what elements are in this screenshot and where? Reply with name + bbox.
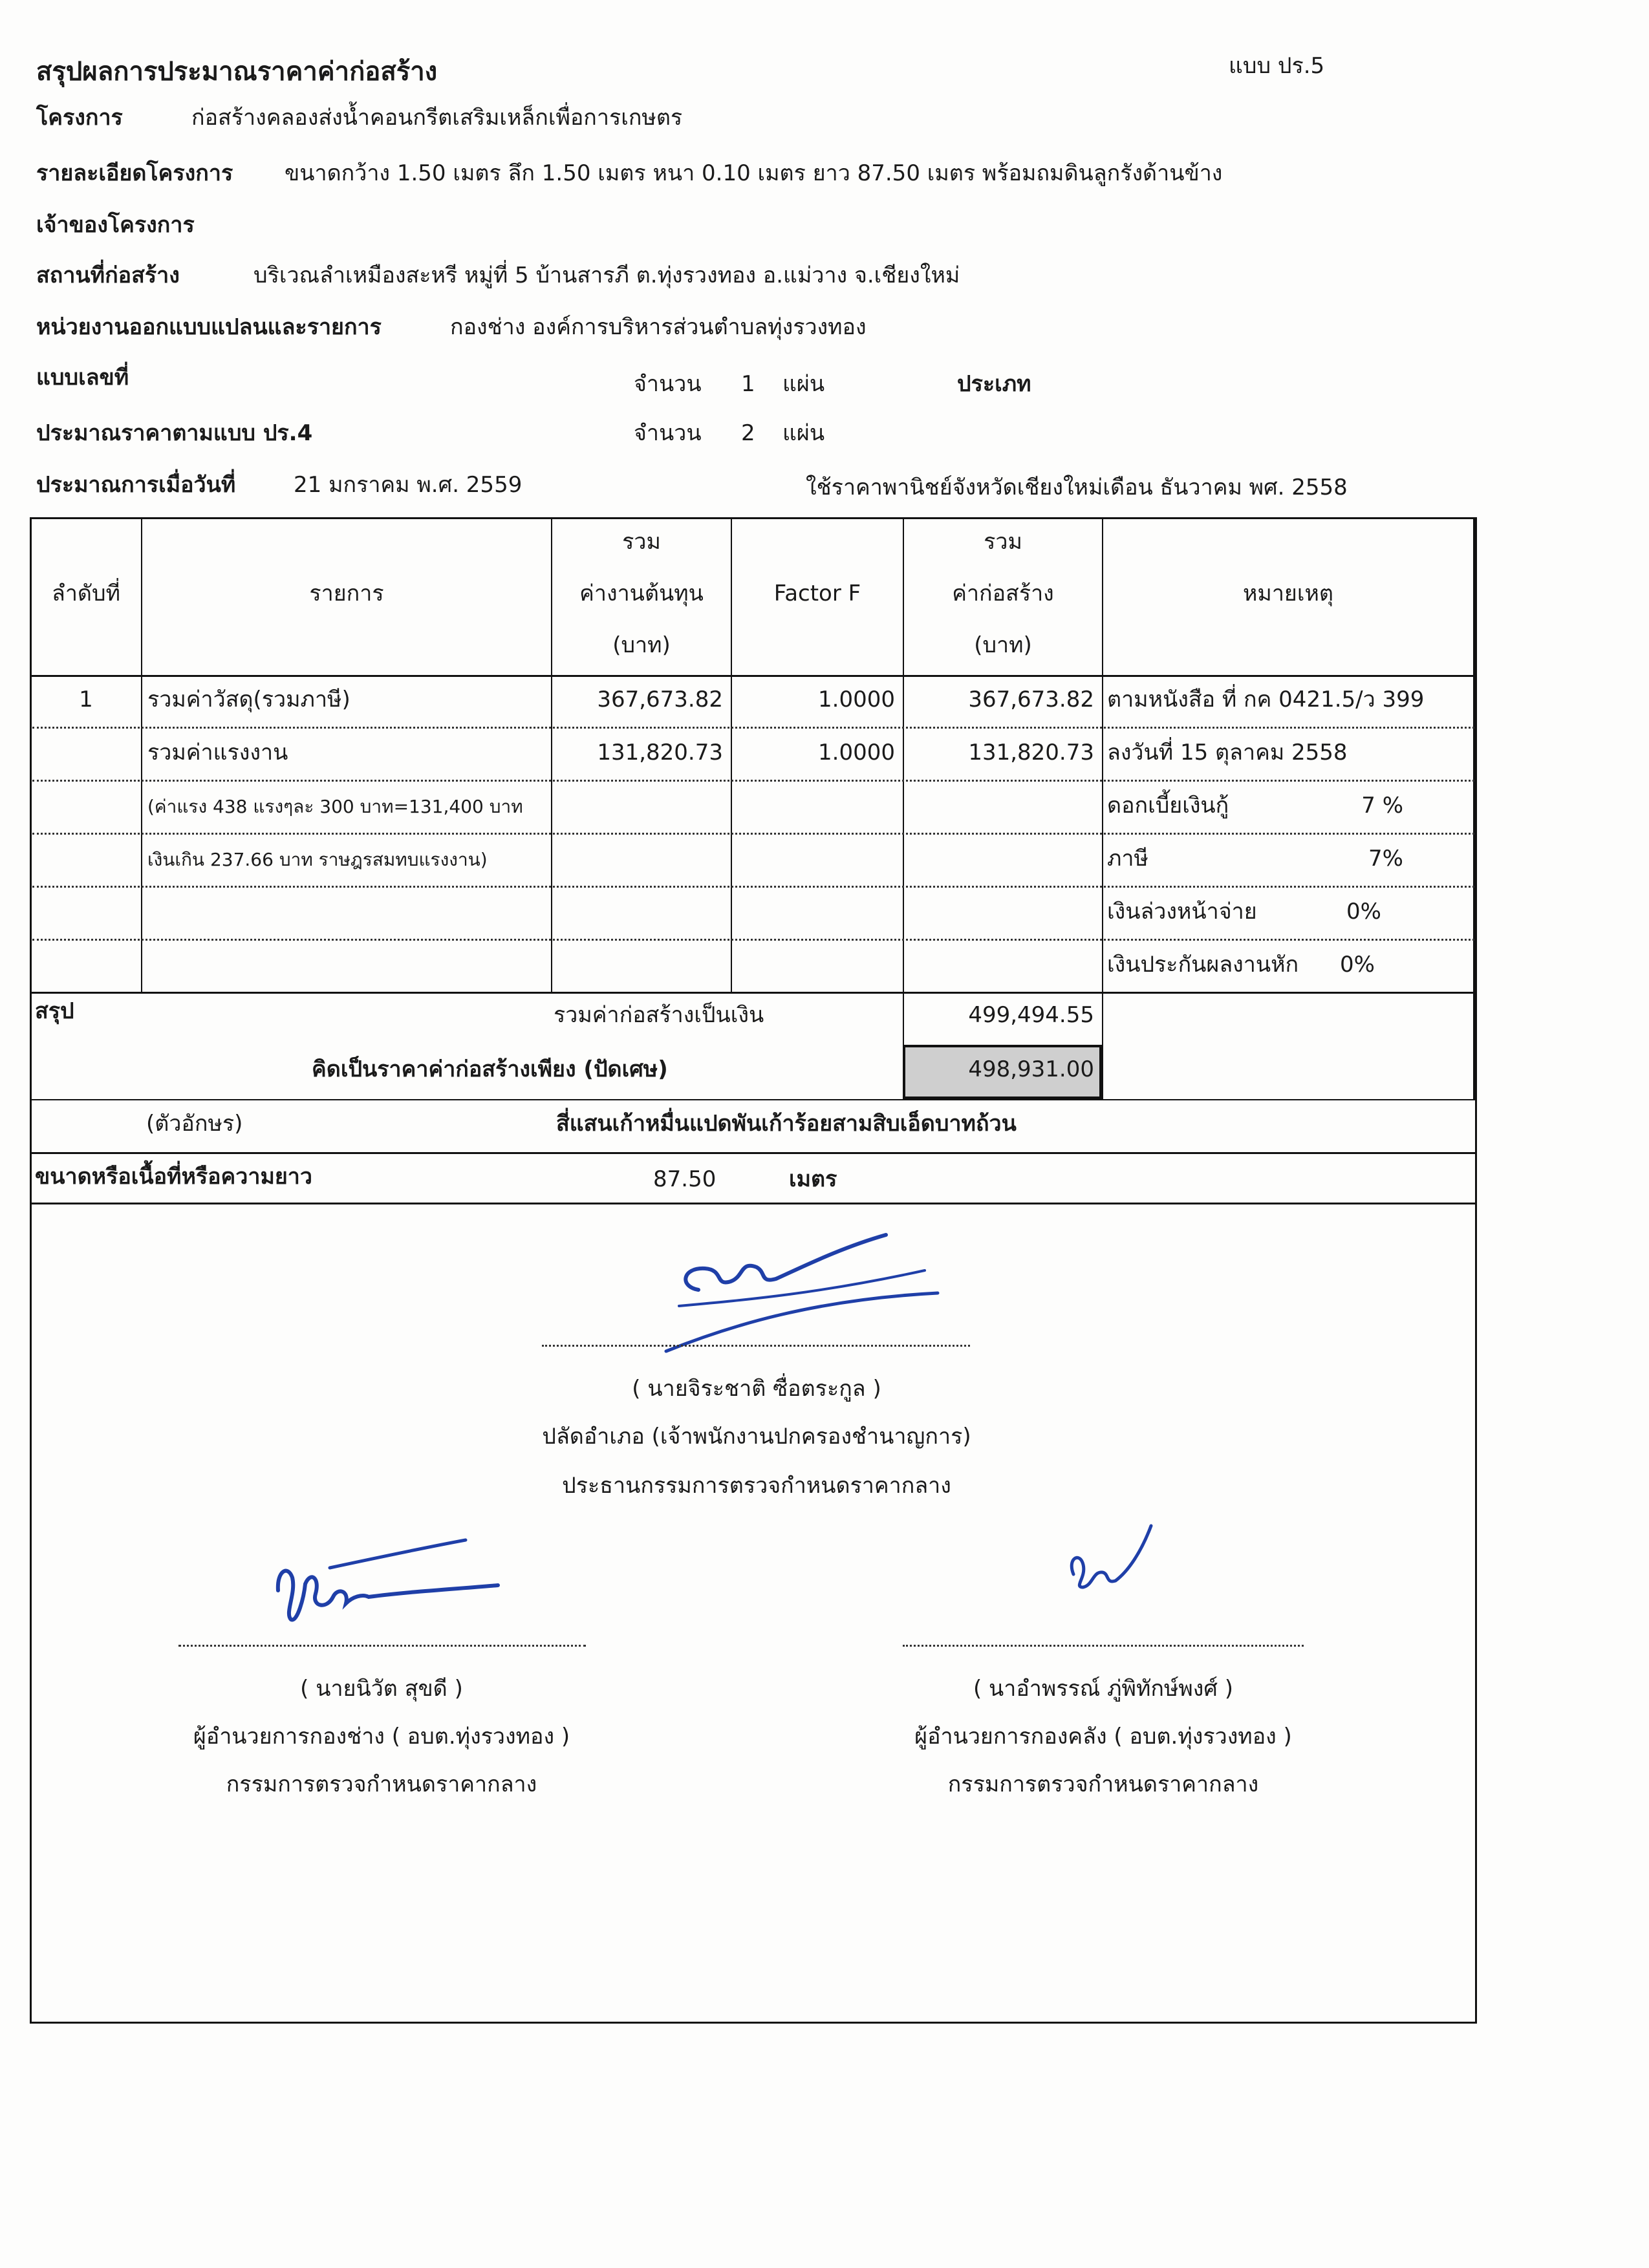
row2-cost: 131,820.73 xyxy=(597,740,723,765)
row1-cost: 367,673.82 xyxy=(597,687,723,712)
row1-remark: ตามหนังสือ ที่ กค 0421.5/ว 399 xyxy=(1107,687,1425,712)
designer-label: หน่วยงานออกแบบแปลนและรายการ xyxy=(36,314,382,340)
size-value: 87.50 xyxy=(653,1166,717,1192)
row1-no: 1 xyxy=(79,687,93,712)
left-signer-role: กรรมการตรวจกำหนดราคากลาง xyxy=(226,1771,537,1797)
size-unit: เมตร xyxy=(789,1166,837,1192)
designer-value: กองช่าง องค์การบริหารส่วนตำบลทุ่งรวงทอง xyxy=(450,314,867,340)
col-header-total-l2: ค่าก่อสร้าง xyxy=(952,581,1054,606)
rounded-total-value: 498,931.00 xyxy=(968,1056,1094,1082)
col-header-total-l1: รวม xyxy=(984,529,1022,555)
right-signature xyxy=(1054,1513,1158,1603)
right-signer-name: ( นาอำพรรณ์ ภู่พิทักษ์พงศ์ ) xyxy=(973,1676,1234,1702)
left-signer-position: ผู้อำนวยการกองช่าง ( อบต.ทุ่งรวงทอง ) xyxy=(193,1724,570,1749)
row4-item: เงินเกิน 237.66 บาท ราษฎรสมทบแรงงาน) xyxy=(147,849,488,870)
date-value: 21 มกราคม พ.ศ. 2559 xyxy=(294,472,523,498)
col-header-factor: Factor F xyxy=(773,581,861,606)
col-header-cost-l1: รวม xyxy=(622,529,661,555)
right-signer-role: กรรมการตรวจกำหนดราคากลาง xyxy=(947,1771,1259,1797)
col-header-cost-l3: (บาท) xyxy=(612,632,671,658)
plan-unit: แผ่น xyxy=(782,371,825,397)
left-signature xyxy=(265,1532,511,1636)
rounded-total-label: คิดเป็นราคาค่าก่อสร้างเพียง (ปัดเศษ) xyxy=(312,1056,668,1082)
col-header-cost-l2: ค่างานต้นทุน xyxy=(579,581,704,606)
row1-item: รวมค่าวัสดุ(รวมภาษี) xyxy=(147,687,350,712)
col-header-item: รายการ xyxy=(309,581,384,606)
summary-label: สรุป xyxy=(35,998,74,1024)
type-label: ประเภท xyxy=(957,371,1031,397)
amount-in-words-label: (ตัวอักษร) xyxy=(146,1111,243,1137)
chair-position: ปลัดอำเภอ (เจ้าพนักงานปกครองชำนาญการ) xyxy=(542,1424,971,1450)
row2-total: 131,820.73 xyxy=(968,740,1094,765)
right-signer-position: ผู้อำนวยการกองคลัง ( อบต.ทุ่งรวงทอง ) xyxy=(914,1724,1292,1749)
col-header-remark: หมายเหตุ xyxy=(1243,581,1333,606)
estimate-count-label: จำนวน xyxy=(634,420,702,446)
price-reference: ใช้ราคาพานิชย์จังหวัดเชียงใหม่เดือน ธันวาคม พศ. 2558 xyxy=(806,475,1348,500)
amount-in-words-value: สี่แสนเก้าหมื่นแปดพันเก้าร้อยสามสิบเอ็ดบาทถ้วน xyxy=(556,1111,1017,1137)
row2-factor: 1.0000 xyxy=(818,740,895,765)
document-title: สรุปผลการประมาณราคาค่าก่อสร้าง xyxy=(36,57,438,87)
left-signer-name: ( นายนิวัต สุขดี ) xyxy=(300,1676,463,1702)
project-value: ก่อสร้างคลองส่งน้ำคอนกรีตเสริมเหล็กเพื่อการเกษตร xyxy=(191,105,683,131)
col-header-total-l3: (บาท) xyxy=(974,632,1032,658)
row5-remark-value: 0% xyxy=(1346,899,1381,925)
row1-factor: 1.0000 xyxy=(818,687,895,712)
row2-item: รวมค่าแรงงาน xyxy=(147,740,288,765)
location-value: บริเวณลำเหมืองสะหรี หมู่ที่ 5 บ้านสารภี ต.ทุ่งรวงทอง อ.แม่วาง จ.เชียงใหม่ xyxy=(253,262,960,288)
row4-remark: ภาษี xyxy=(1107,846,1148,872)
owner-label: เจ้าของโครงการ xyxy=(36,212,195,238)
row5-remark: เงินล่วงหน้าจ่าย xyxy=(1107,899,1257,925)
estimate-count-value: 2 xyxy=(741,420,755,446)
plan-count-value: 1 xyxy=(741,371,755,397)
estimate-unit: แผ่น xyxy=(782,420,825,446)
plan-count-label: จำนวน xyxy=(634,371,702,397)
form-code: แบบ ปร.5 xyxy=(1229,53,1325,79)
row4-remark-value: 7% xyxy=(1368,846,1403,872)
chair-name: ( นายจิระชาติ ซื่อตระกูล ) xyxy=(632,1376,881,1402)
row3-remark-value: 7 % xyxy=(1361,793,1403,818)
location-label: สถานที่ก่อสร้าง xyxy=(36,262,180,288)
sum-total-value: 499,494.55 xyxy=(968,1002,1094,1028)
row1-total: 367,673.82 xyxy=(968,687,1094,712)
col-header-no: ลำดับที่ xyxy=(51,581,120,606)
size-label: ขนาดหรือเนื้อที่หรือความยาว xyxy=(35,1164,312,1190)
row6-remark: เงินประกันผลงานหัก xyxy=(1107,952,1299,978)
chair-signature xyxy=(653,1222,951,1358)
detail-value: ขนาดกว้าง 1.50 เมตร ลึก 1.50 เมตร หนา 0.10 เมตร ยาว 87.50 เมตร พร้อมถมดินลูกรังด้านข้าง xyxy=(285,160,1223,186)
project-label: โครงการ xyxy=(36,105,123,131)
plan-no-label: แบบเลขที่ xyxy=(36,365,129,390)
sum-total-label: รวมค่าก่อสร้างเป็นเงิน xyxy=(554,1002,764,1028)
row2-remark: ลงวันที่ 15 ตุลาคม 2558 xyxy=(1107,740,1348,765)
row3-item: (ค่าแรง 438 แรงๆละ 300 บาท=131,400 บาท xyxy=(147,796,523,817)
estimate-label: ประมาณราคาตามแบบ ปร.4 xyxy=(36,420,313,446)
date-label: ประมาณการเมื่อวันที่ xyxy=(36,472,236,498)
chair-role: ประธานกรรมการตรวจกำหนดราคากลาง xyxy=(562,1473,951,1499)
row6-remark-value: 0% xyxy=(1340,952,1375,978)
row3-remark: ดอกเบี้ยเงินกู้ xyxy=(1107,793,1229,818)
detail-label: รายละเอียดโครงการ xyxy=(36,160,233,186)
